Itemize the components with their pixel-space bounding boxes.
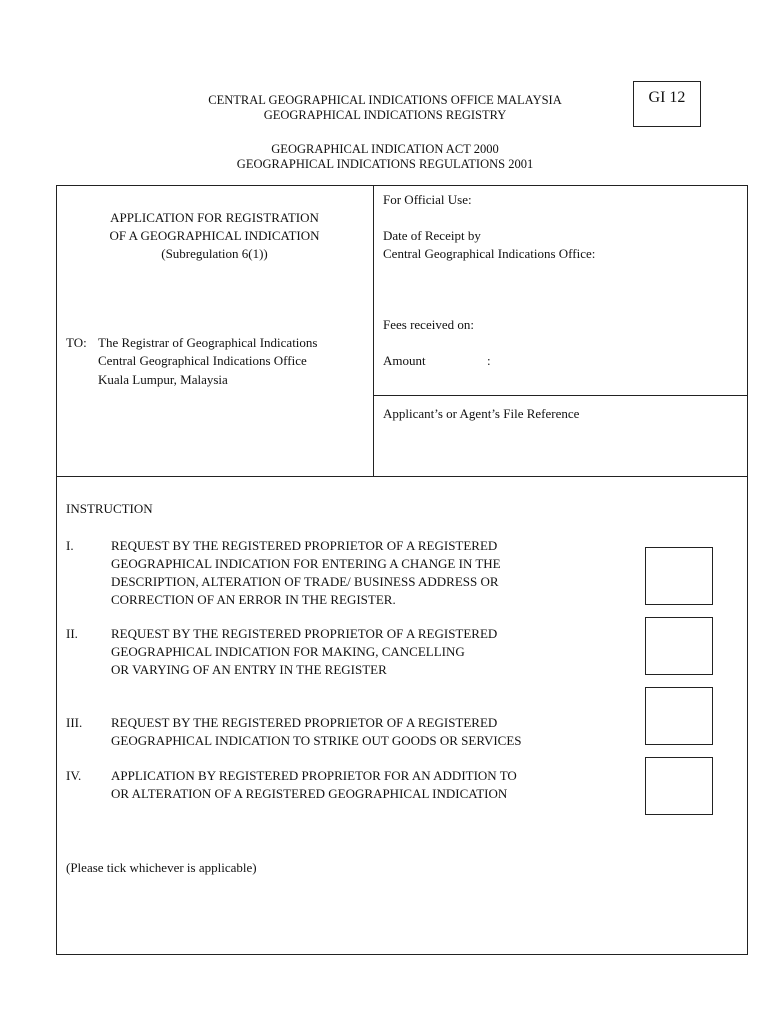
item-3-tick-box[interactable] [645, 687, 713, 745]
item-1-tick-box[interactable] [645, 547, 713, 605]
application-title [56, 209, 373, 263]
header-registry: GEOGRAPHICAL INDICATIONS REGISTRY [263, 108, 507, 122]
form-code-box: GI 12 [633, 81, 701, 127]
item-1-text: REQUEST BY THE REGISTERED PROPRIETOR OF A REGISTERED GEOGRAPHICAL INDICATION FOR ENTERING A CHANGE IN THE DESCRIPTION, ALTERATION OF TRADE/ BUSINESS ADDRESS OR CORRECTION OF AN ERROR IN THE REGISTER. [111, 538, 501, 607]
instruction-heading: INSTRUCTION [66, 501, 153, 516]
subregulation: (Subregulation 6(1)) [161, 246, 268, 261]
item-3-text: REQUEST BY THE REGISTERED PROPRIETOR OF A REGISTERED GEOGRAPHICAL INDICATION TO STRIKE OUT GOODS OR SERVICES [111, 715, 522, 748]
addressee-line2: Central Geographical Indications Office [98, 353, 307, 368]
amount-colon: : [487, 353, 491, 368]
section-divider [56, 476, 748, 477]
receipt-line1: Date of Receipt by [383, 228, 481, 243]
official-use-heading: For Official Use: [383, 192, 472, 207]
application-title-line2: OF A GEOGRAPHICAL INDICATION [109, 228, 320, 243]
to-label: TO: [66, 335, 87, 350]
addressee-line1: The Registrar of Geographical Indications [98, 335, 318, 350]
item-1-numeral: I. [66, 538, 74, 553]
application-title-line1: APPLICATION FOR REGISTRATION [110, 210, 319, 225]
file-reference-label: Applicant’s or Agent’s File Reference [383, 406, 580, 421]
tick-footnote: (Please tick whichever is applicable) [66, 860, 257, 875]
item-2-numeral: II. [66, 626, 78, 641]
receipt-line2: Central Geographical Indications Office: [383, 246, 596, 261]
item-4-text: APPLICATION BY REGISTERED PROPRIETOR FOR AN ADDITION TO OR ALTERATION OF A REGISTERED GEOGRAPHICAL INDICATION [111, 768, 517, 801]
fees-received-label: Fees received on: [383, 317, 474, 332]
header-office: CENTRAL GEOGRAPHICAL INDICATIONS OFFICE MALAYSIA [208, 93, 562, 107]
header-act: GEOGRAPHICAL INDICATION ACT 2000 [271, 142, 499, 156]
header-regulations: GEOGRAPHICAL INDICATIONS REGULATIONS 2001 [236, 157, 534, 171]
column-divider [373, 185, 374, 477]
item-4-numeral: IV. [66, 768, 82, 783]
addressee-line3: Kuala Lumpur, Malaysia [98, 372, 228, 387]
item-2-tick-box[interactable] [645, 617, 713, 675]
item-2-text: REQUEST BY THE REGISTERED PROPRIETOR OF A REGISTERED GEOGRAPHICAL INDICATION FOR MAKING, CANCELLING OR VARYING OF AN ENTRY IN THE REGISTER [111, 626, 498, 677]
item-4-tick-box[interactable] [645, 757, 713, 815]
official-use-divider [373, 395, 748, 396]
item-3-numeral: III. [66, 715, 83, 730]
amount-label: Amount [383, 353, 426, 368]
